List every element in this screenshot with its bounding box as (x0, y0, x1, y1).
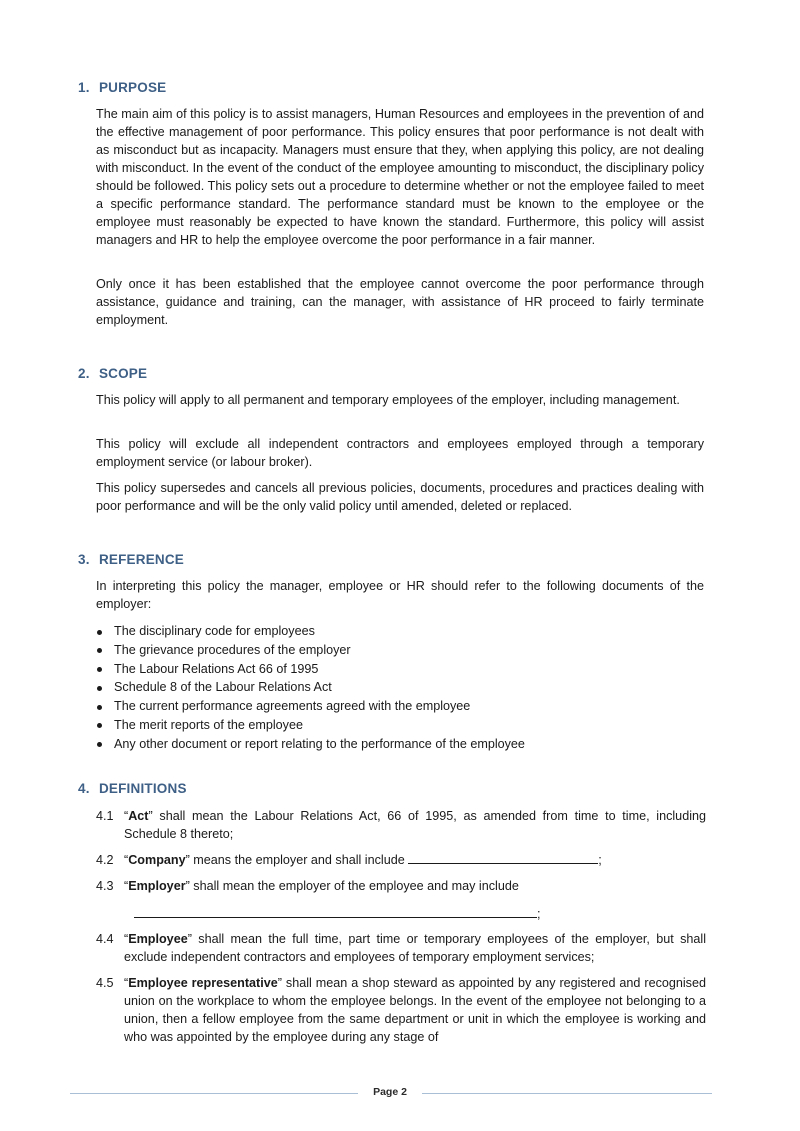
section-heading-scope (78, 366, 147, 381)
section-title: PURPOSE (98, 80, 167, 95)
definition-act: 4.1 “Act” shall mean the Labour Relations Act, 66 of 1995, as amended from time to time, including Schedule 8 thereto; (96, 809, 706, 841)
definition-number: 4.3 (96, 879, 114, 893)
definition-number: 4.1 (96, 809, 114, 823)
scope-paragraph-3: This policy supersedes and cancels all previous policies, documents, procedures and practices dealing with poor performance and will be the only valid policy until amended, deleted or replaced. (96, 481, 704, 513)
section-title: REFERENCE (98, 552, 185, 567)
definition-number: 4.5 (96, 976, 114, 990)
definition-employer: 4.3 “Employer” shall mean the employer of the employee and may include ; (96, 879, 541, 921)
reference-intro: In interpreting this policy the manager, employee or HR should refer to the following documents of the employer: (96, 579, 704, 611)
section-number: 2. (78, 366, 90, 381)
bullet-icon (97, 686, 102, 691)
definition-term: Employee (128, 932, 188, 946)
definition-term: Employee representative (128, 976, 278, 990)
list-item: Schedule 8 of the Labour Relations Act (96, 678, 706, 697)
definition-employee: 4.4 “Employee” shall mean the full time, part time or temporary employees of the employer, but shall exclude independent contractors and employees of temporary employment services; (96, 932, 706, 964)
purpose-paragraph-2: Only once it has been established that the employee cannot overcome the poor performance through assistance, guidance and training, can the manager, with assistance of HR proceed to fairly terminate employment. (96, 277, 704, 327)
list-item: The current performance agreements agreed with the employee (96, 697, 706, 716)
scope-paragraph-2: This policy will exclude all independent contractors and employees employed through a temporary employment service (or labour broker). (96, 437, 704, 469)
section-heading-purpose (78, 80, 166, 95)
reference-list (96, 622, 706, 754)
definition-employee-representative: 4.5 “Employee representative” shall mean a shop steward as appointed by any registered and recognised union on the workplace to whom the employee belongs. In the event of the employee not belonging to a union, then a fellow employee from the same department or unit in which the employee is working and who was appointed by the employee during any stage of (96, 976, 706, 1044)
definition-number: 4.2 (96, 853, 114, 867)
list-item: The grievance procedures of the employer (96, 641, 706, 660)
bullet-icon (97, 648, 102, 653)
list-item: The disciplinary code for employees (96, 622, 706, 641)
footer-rule-right (422, 1093, 712, 1094)
definition-term: Employer (128, 879, 186, 893)
bullet-icon (97, 723, 102, 728)
section-heading-definitions (78, 781, 187, 796)
bullet-icon (97, 705, 102, 710)
definition-term: Company (128, 853, 186, 867)
list-item: The merit reports of the employee (96, 716, 706, 735)
section-number: 4. (78, 781, 90, 796)
footer-rule-left (70, 1093, 358, 1094)
bullet-icon (97, 742, 102, 747)
section-heading-reference (78, 552, 184, 567)
list-item: The Labour Relations Act 66 of 1995 (96, 660, 706, 679)
bullet-icon (97, 667, 102, 672)
list-item: Any other document or report relating to the performance of the employee (96, 735, 706, 754)
section-number: 3. (78, 552, 90, 567)
fill-in-blank (134, 905, 537, 918)
bullet-icon (97, 630, 102, 635)
definition-company: 4.2 “Company” means the employer and shall include ; (96, 853, 602, 867)
page-number: Page 2 (373, 1086, 407, 1098)
scope-paragraph-1: This policy will apply to all permanent and temporary employees of the employer, including management. (96, 393, 680, 407)
section-title: DEFINITIONS (98, 781, 187, 796)
fill-in-blank (408, 851, 598, 864)
purpose-paragraph-1: The main aim of this policy is to assist managers, Human Resources and employees in the prevention of and the effective management of poor performance. This policy ensures that poor performance is not dealt with as misconduct but as incapacity. Managers must ensure that they, when applying this policy, are not dealing with misconduct. In the event of the conduct of the employee amounting to misconduct, the disciplinary policy should be followed. This policy sets out a procedure to determine whether or not the employee failed to meet a specific performance standard. The performance standard must be known to the employee or the employee must reasonably be expected to have known the standard. Furthermore, this policy will assist managers and HR to help the employee overcome the poor performance in a fair manner. (96, 107, 704, 247)
section-number: 1. (78, 80, 90, 95)
section-title: SCOPE (98, 366, 148, 381)
definition-number: 4.4 (96, 932, 114, 946)
definition-term: Act (128, 809, 149, 823)
